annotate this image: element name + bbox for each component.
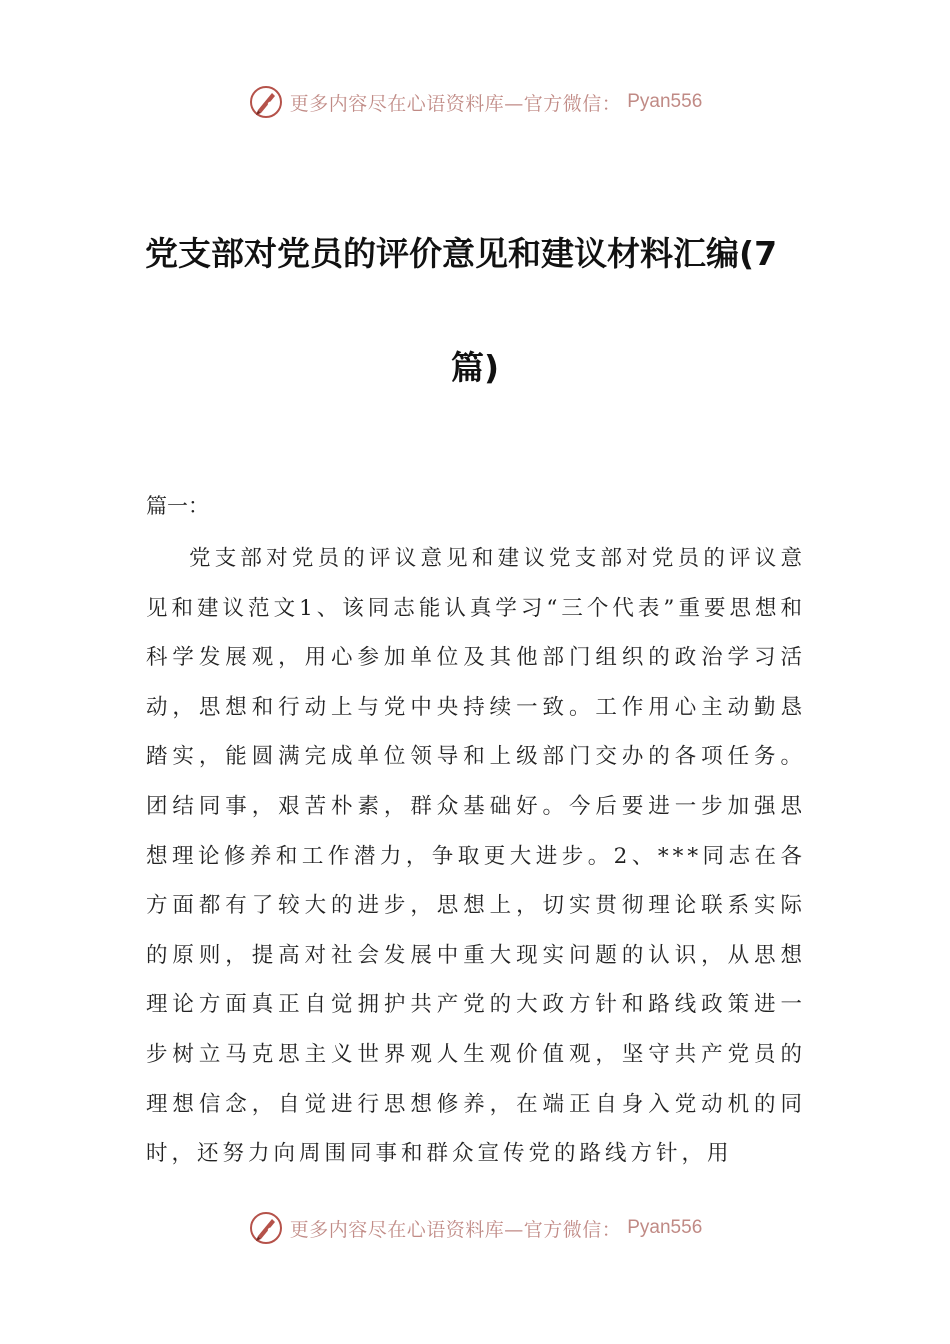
- pen-logo-icon: [248, 84, 284, 120]
- footer-watermark: [0, 1208, 950, 1248]
- section-label: 篇一：: [146, 494, 209, 518]
- watermark-text: 更多内容尽在心语资料库—官方微信：: [289, 1218, 622, 1241]
- watermark-text: 更多内容尽在心语资料库—官方微信：: [289, 92, 622, 115]
- watermark-wechat-id: Pyan556: [627, 91, 703, 112]
- body-paragraph: 党支部对党员的评议意见和建议党支部对党员的评议意见和建议范文1、该同志能认真学习“三个代表”重要思想和科学发展观，用心参加单位及其他部门组织的政治学习活动，思想和行动上与党中央持续一致。工作用心主动勤恳踏实，能圆满完成单位领导和上级部门交办的各项任务。团结同事，艰苦朴素，群众基础好。今后要进一步加强思想理论修养和工作潜力，争取更大进步。2、***同志在各方面都有了较大的进步，思想上，切实贯彻理论联系实际的原则，提高对社会发展中重大现实问题的认识，从思想理论方面真正自觉拥护共产党的大政方针和路线政策进一步树立马克思主义世界观人生观价值观，坚守共产党员的理想信念，自觉进行思想修养，在端正自身入党动机的同时，还努力向周围同事和群众宣传党的路线方针，用: [146, 546, 806, 1167]
- watermark-wechat-id: Pyan556: [627, 1217, 703, 1238]
- pen-logo-icon: [248, 1210, 284, 1246]
- header-watermark: [0, 82, 950, 122]
- document-title-line-1: 党支部对党员的评价意见和建议材料汇编(7: [145, 234, 778, 273]
- document-title-line-2: 篇): [450, 348, 500, 387]
